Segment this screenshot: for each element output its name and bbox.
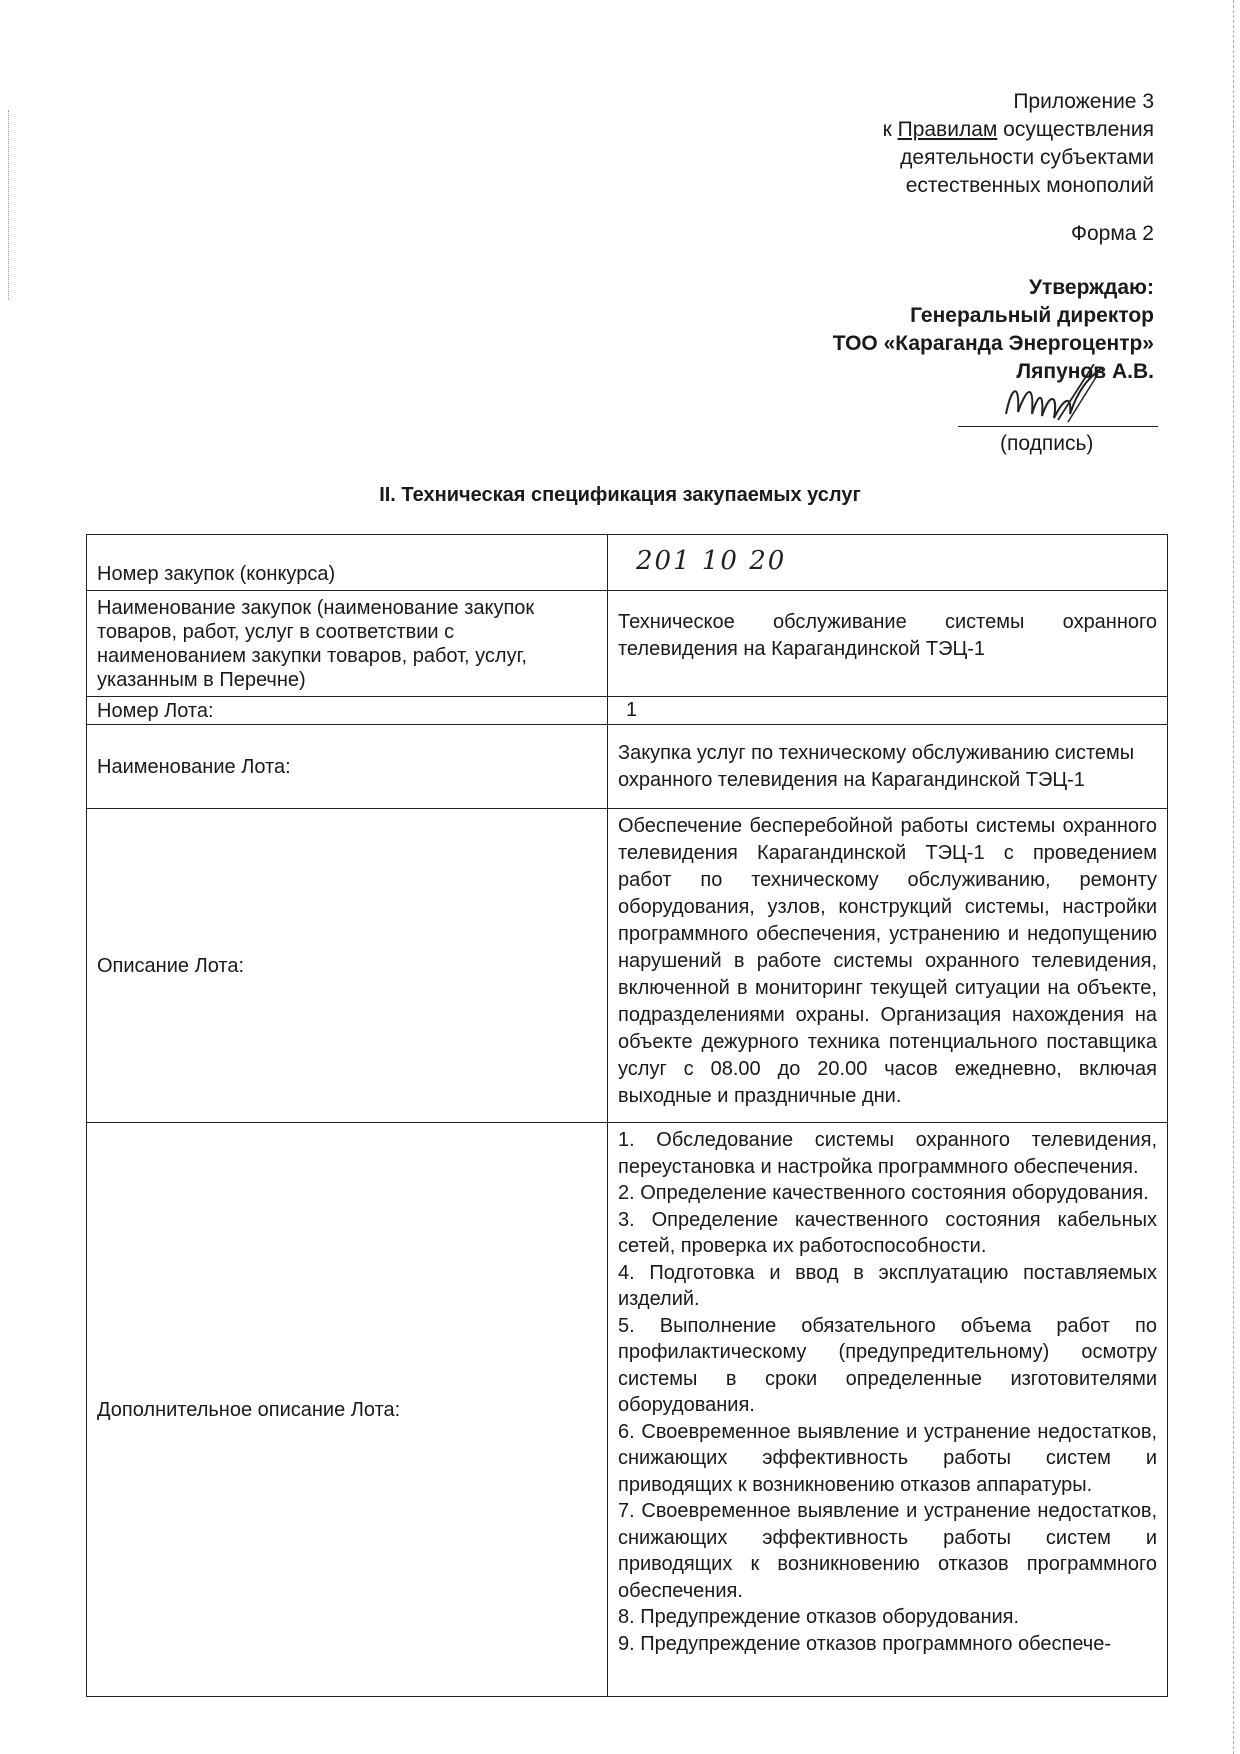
row-value: Обеспечение бесперебойной работы системы охранного телевидения Карагандинской ТЭЦ-1 с проведением работ по техническому обслуживанию, ремонту оборудования, узлов, конструкций системы, настройки программного обеспечения, устранению и недопущению нарушений в работе системы охранного телевидения, включенной в мониторинг текущей ситуации на объекте, подразделениями охраны. Организация нахождения на объекте дежурного техника потенциального поставщика услуг с 08.00 до 20.00 часов ежедневно, включая выходные и праздничные дни. — [608, 809, 1168, 1123]
table-row — [87, 725, 1168, 809]
row-label: Наименование закупок (наименование закупок товаров, работ, услуг в соответствии с наименованием закупки товаров, работ, услуг, указанным в Перечне) — [87, 591, 608, 697]
list-item: 7. Своевременное выявление и устранение недостатков, снижающих эффективность работы систем и приводящих к возникновению отказов программного обеспечения. — [618, 1500, 1157, 1602]
approval-line: ТОО «Караганда Энергоцентр» — [832, 332, 1154, 355]
handwritten-number: 201 10 20 — [636, 546, 787, 576]
table-row — [87, 809, 1168, 1123]
row-value — [608, 535, 1168, 591]
rules-link[interactable]: Правилам — [897, 118, 998, 141]
scan-edge-right — [1233, 0, 1234, 1754]
row-value: 1 — [608, 697, 1168, 725]
handwritten-signature-icon — [998, 364, 1118, 434]
approval-line: Утверждаю: — [1028, 276, 1154, 299]
approval-line: Ляпунов А.В. — [1016, 360, 1154, 383]
form-label: Форма 2 — [1071, 222, 1154, 245]
row-label: Дополнительное описание Лота: — [87, 1123, 608, 1697]
list-item: 1. Обследование системы охранного телевидения, переустановка и настройка программного обеспечения. — [618, 1129, 1157, 1178]
appendix-prefix: к — [882, 118, 898, 141]
list-item: 4. Подготовка и ввод в эксплуатацию поставляемых изделий. — [618, 1261, 1157, 1310]
appendix-header — [883, 88, 1154, 200]
appendix-line — [883, 116, 1154, 144]
row-value — [608, 1123, 1168, 1697]
appendix-line: Приложение 3 — [1013, 90, 1154, 113]
list-item: 8. Предупреждение отказов оборудования. — [618, 1606, 1020, 1628]
row-label: Наименование Лота: — [87, 725, 608, 809]
signature-caption: (подпись) — [1000, 432, 1094, 455]
approval-line: Генеральный директор — [910, 304, 1154, 327]
section-title: II. Техническая спецификация закупаемых услуг — [379, 484, 861, 506]
table-row — [87, 591, 1168, 697]
table-row — [87, 1123, 1168, 1697]
appendix-line: естественных монополий — [905, 174, 1154, 197]
row-label: Номер закупок (конкурса) — [87, 535, 608, 591]
spec-table — [86, 534, 1168, 1697]
appendix-suffix: осуществления — [997, 118, 1154, 141]
row-value: Техническое обслуживание системы охранного телевидения на Карагандинской ТЭЦ-1 — [608, 591, 1168, 697]
list-item: 3. Определение качественного состояния кабельных сетей, проверка их работоспособности. — [618, 1208, 1157, 1257]
list-item: 2. Определение качественного состояния оборудования. — [618, 1182, 1149, 1204]
list-item: 6. Своевременное выявление и устранение недостатков, снижающих эффективность работы систем и приводящих к возникновению отказов аппаратуры. — [618, 1420, 1157, 1496]
table-row — [87, 697, 1168, 725]
scan-edge-left — [8, 110, 9, 300]
appendix-line: деятельности субъектами — [900, 146, 1154, 169]
row-label: Номер Лота: — [87, 697, 608, 725]
signature-line — [958, 426, 1158, 427]
list-item: 5. Выполнение обязательного объема работ по профилактическому (предупредительному) осмотру системы в сроки определенные изготовителями оборудования. — [618, 1314, 1157, 1416]
table-row — [87, 535, 1168, 591]
list-item: 9. Предупреждение отказов программного обеспече- — [618, 1632, 1111, 1655]
row-value: Закупка услуг по техническому обслуживанию системы охранного телевидения на Карагандинской ТЭЦ-1 — [608, 725, 1168, 809]
row-label: Описание Лота: — [87, 809, 608, 1123]
signature-block — [958, 382, 1158, 462]
